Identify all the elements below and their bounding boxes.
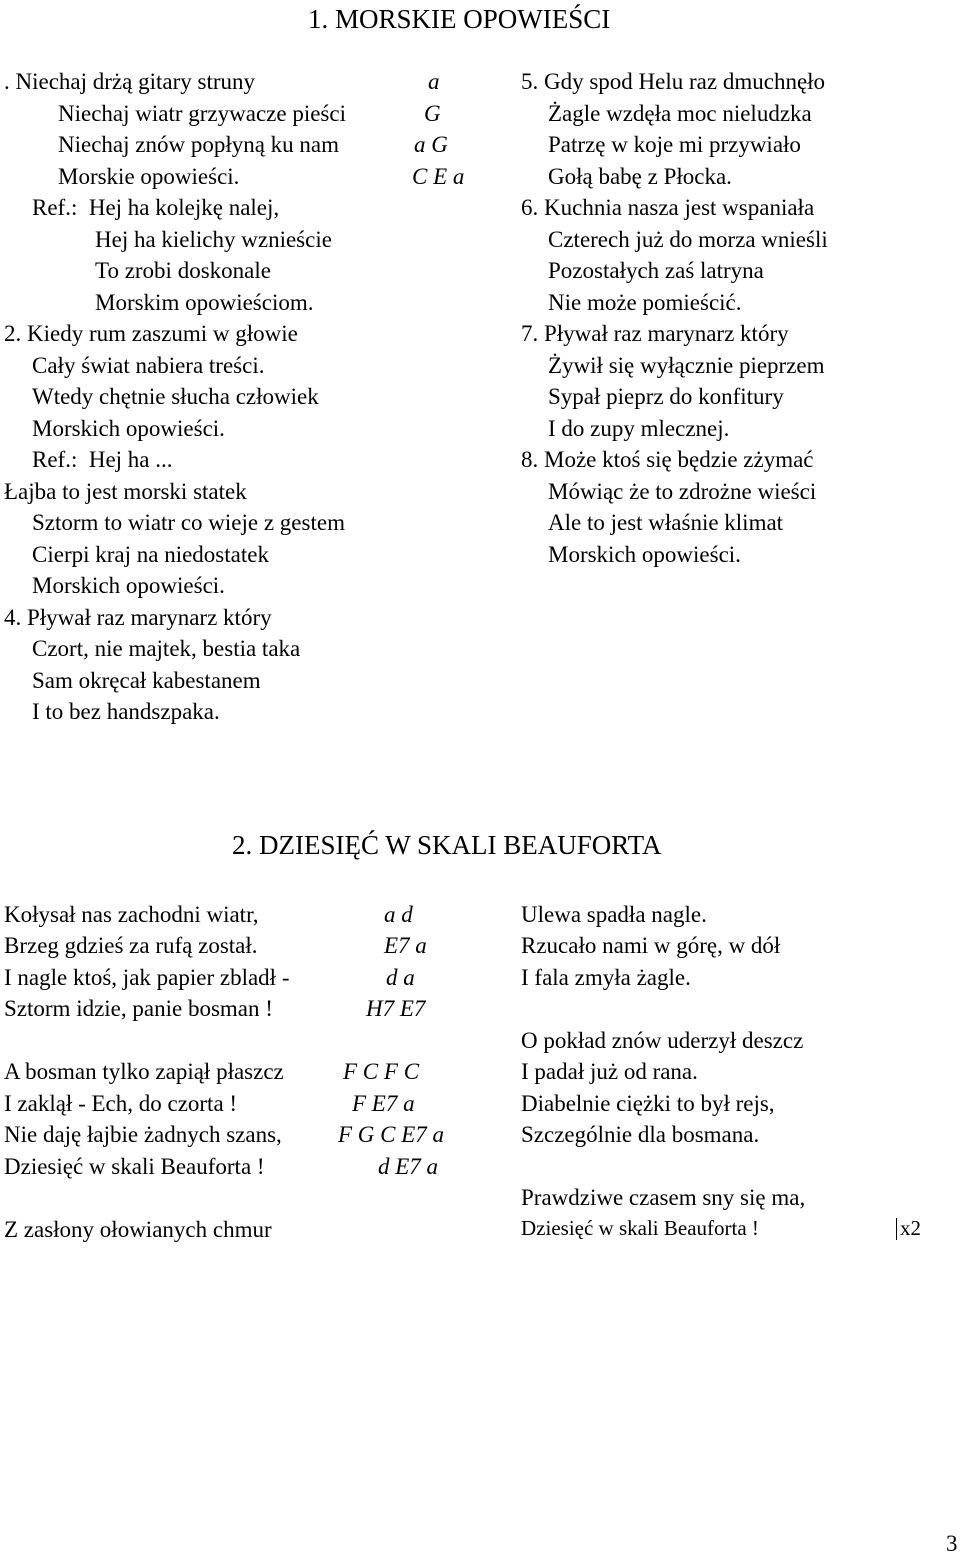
verse-line: I padał już od rana. [521, 1059, 698, 1084]
verse-line: I fala zmyła żagle. [521, 965, 691, 990]
chord-label: d a [386, 965, 415, 990]
song1-title: 1. MORSKIE OPOWIEŚCI [308, 4, 611, 34]
verse-line: Nie daję łajbie żadnych szans, [4, 1122, 282, 1147]
verse-line: Żywił się wyłącznie pieprzem [548, 353, 825, 378]
chord-label: d E7 a [378, 1154, 439, 1179]
verse-line: Pozostałych zaś latryna [548, 258, 764, 283]
verse-line: Morskich opowieści. [32, 573, 225, 598]
refrain-line: To zrobi doskonale [95, 258, 271, 283]
verse-line: Brzeg gdzieś za rufą został. [4, 933, 258, 958]
verse-line: I to bez handszpaka. [32, 699, 220, 724]
verse-line: Dziesięć w skali Beauforta ! [521, 1216, 759, 1240]
verse-line: Czterech już do morza wnieśli [548, 227, 828, 252]
verse-line: I zaklął - Ech, do czorta ! [4, 1091, 238, 1116]
verse-line: Cierpi kraj na niedostatek [32, 542, 269, 567]
chord-label: a d [384, 902, 413, 927]
verse-line: 7. Pływał raz marynarz który [521, 321, 789, 346]
verse-line: A bosman tylko zapiął płaszcz [4, 1059, 284, 1084]
chord-label: F G C E7 a [338, 1122, 445, 1147]
verse-line: Patrzę w koje mi przywiało [548, 132, 801, 157]
refrain-line: Morskim opowieściom. [95, 290, 314, 315]
verse-line: Mówiąc że to zdrożne wieści [548, 479, 817, 504]
verse-line: Ale to jest właśnie klimat [548, 510, 784, 535]
verse-line: Ulewa spadła nagle. [521, 902, 707, 927]
verse-line: I nagle ktoś, jak papier zbladł - [4, 965, 290, 990]
verse-line: Niechaj znów popłyną ku nam [58, 132, 340, 157]
verse-line: Sztorm to wiatr co wieje z gestem [32, 510, 345, 535]
verse-line: Cały świat nabiera treści. [32, 353, 265, 378]
verse-line: Żagle wzdęła moc nieludzka [548, 101, 812, 126]
verse-line: Czort, nie majtek, bestia taka [32, 636, 301, 661]
verse-line: 6. Kuchnia nasza jest wspaniała [521, 195, 815, 220]
verse-line: Morskich opowieści. [548, 542, 741, 567]
verse-line: Morskie opowieści. [58, 164, 240, 189]
repeat-bracket [896, 1218, 897, 1240]
verse-line: Szczególnie dla bosmana. [521, 1122, 760, 1147]
verse-line: Sztorm idzie, panie bosman ! [4, 996, 273, 1021]
verse-line: 8. Może ktoś się będzie zżymać [521, 447, 814, 472]
verse-line: Rzucało nami w górę, w dół [521, 933, 781, 958]
verse-line: Łajba to jest morski statek [4, 479, 247, 504]
chord-label: E7 a [384, 933, 427, 958]
refrain-line: Hej ha kielichy wznieście [95, 227, 332, 252]
verse-line: Nie może pomieścić. [548, 290, 742, 315]
verse-line: O pokład znów uderzył deszcz [521, 1028, 804, 1053]
verse-line: 4. Pływał raz marynarz który [4, 605, 272, 630]
verse-line: Gołą babę z Płocka. [548, 164, 732, 189]
verse-line: Diabelnie ciężki to był rejs, [521, 1091, 775, 1116]
verse-line: Sam okręcał kabestanem [32, 668, 261, 693]
verse-line: . Niechaj drżą gitary struny [4, 69, 255, 94]
chord-label: F C F C [343, 1059, 420, 1084]
verse-line: Prawdziwe czasem sny się ma, [521, 1185, 806, 1210]
verse-line: I do zupy mlecznej. [548, 416, 730, 441]
verse-line: Sypał pieprz do konfitury [548, 384, 784, 409]
verse-line: Niechaj wiatr grzywacze pieści [58, 101, 346, 126]
chord-label: C E a [412, 164, 465, 189]
verse-line: Z zasłony ołowianych chmur [4, 1217, 272, 1242]
verse-line: 2. Kiedy rum zaszumi w głowie [4, 321, 298, 346]
refrain-line: Ref.: Hej ha ... [32, 447, 173, 472]
chord-label: G [424, 101, 441, 126]
verse-line: Kołysał nas zachodni wiatr, [4, 902, 259, 927]
song2-title: 2. DZIESIĘĆ W SKALI BEAUFORTA [232, 830, 662, 860]
verse-line: Morskich opowieści. [32, 416, 225, 441]
repeat-mark: x2 [900, 1216, 921, 1240]
chord-label: a G [414, 132, 448, 157]
verse-line: Wtedy chętnie słucha człowiek [32, 384, 319, 409]
page-number: 3 [946, 1531, 958, 1556]
verse-line: Dziesięć w skali Beauforta ! [4, 1154, 265, 1179]
verse-line: 5. Gdy spod Helu raz dmuchnęło [521, 69, 826, 94]
refrain-line: Ref.: Hej ha kolejkę nalej, [32, 195, 280, 220]
chord-label: H7 E7 [366, 996, 426, 1021]
chord-label: a [428, 69, 440, 94]
chord-label: F E7 a [352, 1091, 415, 1116]
